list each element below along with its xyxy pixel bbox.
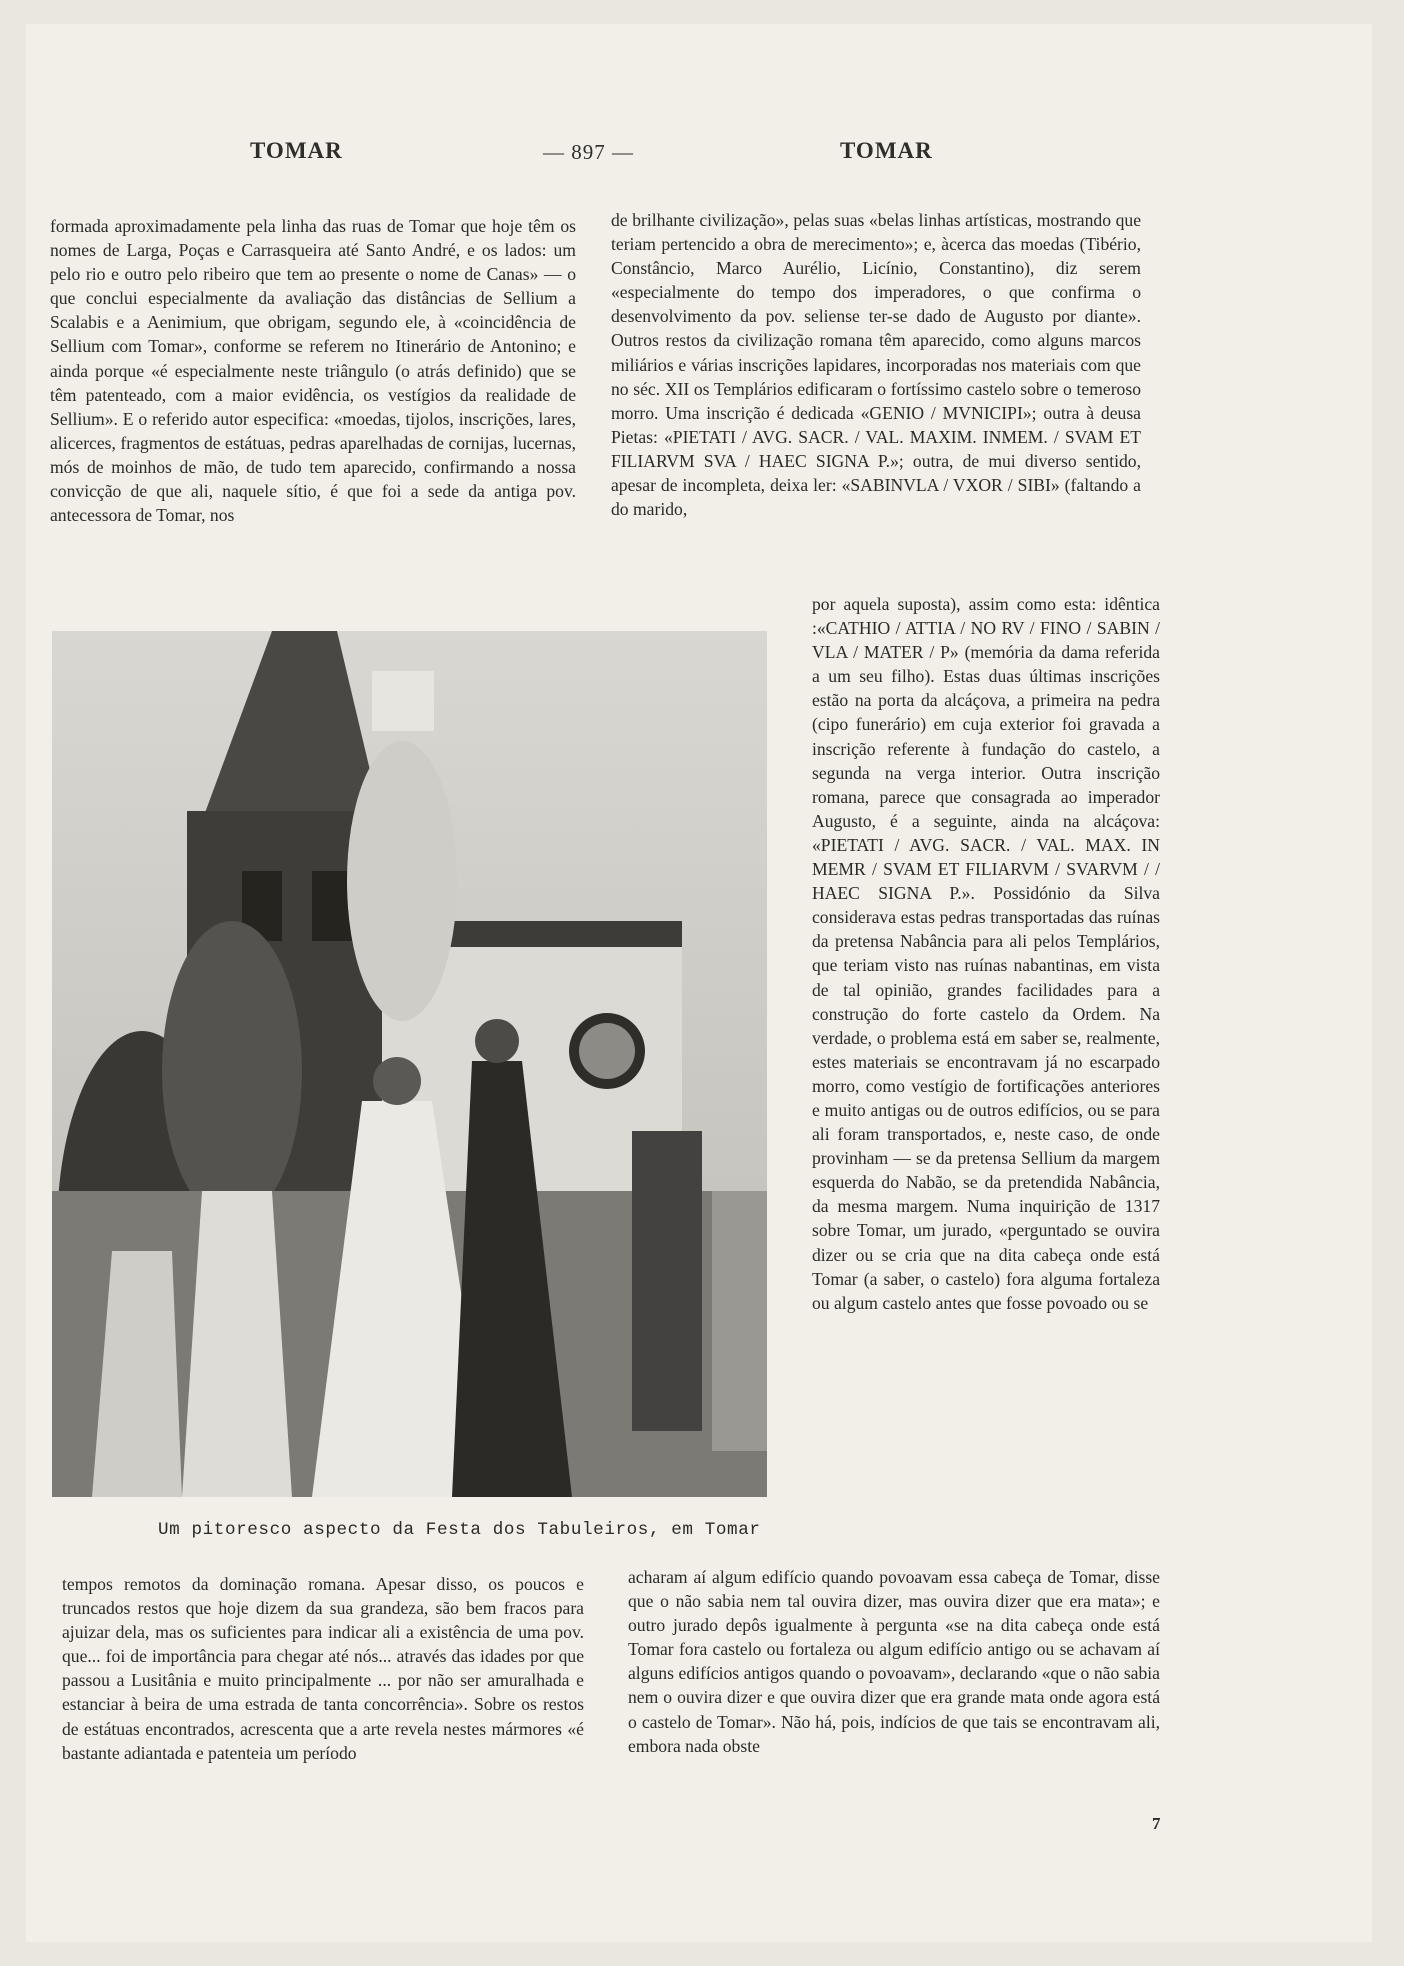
text-bottom-right: acharam aí algum edifício quando povoavam essa cabeça de Tomar, disse que o não sabia nem tal ouvira dizer, mas ouvira dizer que era mata»; e outro jurado depôs igualmente à pergunta «se na dita cabeça onde está Tomar fora castelo ou fortaleza ou algum edifício antigo ou se achavam aí alguns edifícios antigos quando o povoavam», declarando «que o não sabia nem o ouvira dizer e que ouvira dizer que era grande mata onde agora está o castelo de Tomar». Não há, pois, indícios de que tais se encontravam ali, embora nada obste — [628, 1567, 1160, 1756]
running-head-left: TOMAR — [250, 138, 343, 163]
text-bottom-left: tempos remotos da dominação romana. Apesar disso, os poucos e truncados restos que hoje dizem da sua grandeza, são bem fracos para ajuizar dela, mas os suficientes para indicar ali a existência de uma pov. que... foi de importância para chegar até nós... através das idades por que passou a Lusitânia e muito principalmente ... por não ser amuralhada e estanciar à beira de uma estrada de tanta concorrência». Sobre os restos de estátuas encontrados, acrescenta que a arte revela nestes mármores «é bastante adiantada e patenteia um período — [62, 1574, 584, 1763]
page-number-header: — 897 — — [543, 140, 634, 164]
festival-photo — [52, 631, 767, 1497]
text-top-right: de brilhante civilização», pelas suas «belas linhas artísticas, mostrando que teriam pertencido a obra de merecimento»; e, àcerca das moedas (Tibério, Constâncio, Marco Aurélio, Licínio, Constantino), diz serem «especialmente do tempo dos imperadores, o que confirma o desenvolvimento da pov. seliense ter-se dado de Augusto por diante». Outros restos da civilização romana têm aparecido, como alguns marcos miliários e várias inscrições lapidares, incorporadas nos materiais com que no séc. XII os Templários edificaram o fortíssimo castelo sobre o temeroso morro. Uma inscrição é dedicada «GENIO / MVNICIPI»; outra à deusa Pietas: «PIETATI / AVG. SACR. / VAL. MAXIM. INMEM. / SVAM ET FILIARVM SVA / HAEC SIGNA P.»; outra, de mui diverso sentido, apesar de incompleta, deixa ler: «SABINVLA / VXOR / SIBI» (faltando a do marido, — [611, 210, 1141, 520]
text-top-left: formada aproximadamente pela linha das ruas de Tomar que hoje têm os nomes de Larga, Poças e Carrasqueira até Santo André, e os lados: um pelo rio e outro pelo ribeiro que tem ao presente o nome de Canas» — o que conclui especialmente da avaliação das distâncias de Sellium a Scalabis e a Aenimium, que obrigam, segundo ele, à «coincidência de Sellium com Tomar», conforme se referem no Itinerário de Antonino; e ainda porque «é especialmente neste triângulo (o atrás definido) que se têm patenteado, com a maior evidência, os vestígios da realidade de Sellium». E o referido autor especifica: «moedas, tijolos, inscrições, lares, alicerces, fragmentos de estátuas, pedras aparelhadas de cornijas, lucernas, mós de moinhos de mão, de tudo tem aparecido, confirmando a nossa convicção de que ali, naquele sítio, é que foi a sede da antiga pov. antecessora de Tomar, nos — [50, 216, 576, 526]
running-head-right: TOMAR — [840, 138, 933, 163]
figure-caption: Um pitoresco aspecto da Festa dos Tabuleiros, em Tomar — [158, 1520, 761, 1540]
text-side-right: por aquela suposta), assim como esta: idêntica :«CATHIO / ATTIA / NO RV / FINO / SABIN / VLA / MATER / P» (memória da dama referida a um seu filho). Estas duas últimas inscrições estão na porta da alcáçova, a primeira na pedra (cipo funerário) em cuja exterior foi gravada a inscrição referente à fundação do castelo, a segunda na verga interior. Outra inscrição romana, parece que consagrada ao imperador Augusto, é a seguinte, ainda na alcáçova: «PIETATI / AVG. SACR. / VAL. MAX. IN MEMR / SVAM ET FILIARVM / SVARVM / / HAEC SIGNA P.». Possidónio da Silva considerava estas pedras transportadas das ruínas da pretensa Nabância para ali pelos Templários, que teriam visto nas ruínas nabantinas, em vista de tal opinião, grandes facilidades para a construção do forte castelo da Ordem. Na verdade, o problema está em saber se, realmente, estes materiais se encontravam já no escarpado morro, como vestígio de fortificações anteriores e muito antigas ou de outros edifícios, ou se para ali foram transportados, e, neste caso, de onde provinham — se da pretensa Sellium da margem esquerda do Nabão, se da pretendida Nabância, da mesma margem. Numa inquirição de 1317 sobre Tomar, um jurado, «perguntado se ouvira dizer ou se cria que na dita cabeça onde está Tomar (a saber, o castelo) fora alguma fortaleza ou algum castelo antes que fosse povoado ou se — [812, 594, 1160, 1313]
folio-number: 7 — [1152, 1814, 1161, 1833]
